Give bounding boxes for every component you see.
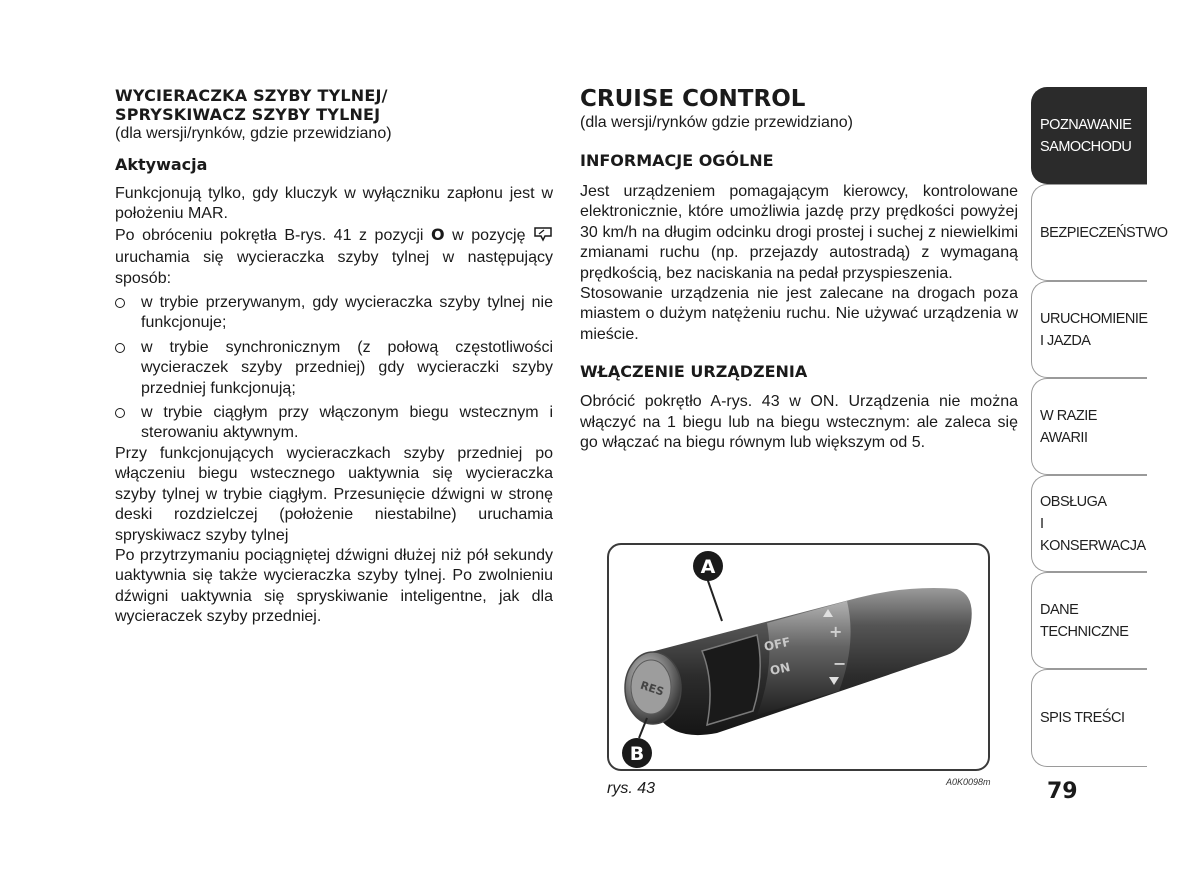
list-item-text: w trybie przerywanym, gdy wycieraczka szyby tylnej nie funkcjonuje; [141, 294, 553, 332]
version-note: (dla wersji/rynków, gdzie przewidziano) [115, 125, 392, 142]
leader-line-a [707, 578, 722, 621]
position-o-symbol: O [430, 224, 445, 244]
lever-illustration [607, 543, 990, 771]
on-position-label: ON [768, 660, 792, 678]
wiper-mode-list [115, 293, 553, 444]
list-item-text: w trybie synchronicznym (z połową częstotliwości wycieraczek szyby przedniej) gdy wycieraczki szyby przedniej funkcjonują; [141, 338, 553, 397]
res-button-label: RES [638, 678, 666, 699]
middle-column [580, 86, 1018, 453]
paragraph-general-info: Jest urządzeniem pomagającym kierowcy, kontrolowane elektronicznie, które umożliwia jazdę przy prędkości powyżej 30 km/h na długim odcinku drogi prostej i suchej z niewielkimi zmianami ruchu (np. przejazdy autostradą) z wymaganą prędkością, bez naciskania na pedał przyspieszenia. [580, 183, 1018, 282]
section-title-cruise-control: CRUISE CONTROL [580, 86, 806, 112]
paragraph-reverse-gear: Przy funkcjonujących wycieraczkach szyby przedniej po włączeniu biegu wstecznego uaktywnia się wycieraczka szyby tylnej w trybie ciągłym. Przesunięcie dźwigni w stronę deski rozdzielczej (położenie niestabilne) uruchamia spryskiwacz szyby tylnej [115, 444, 553, 544]
list-item-text: w trybie ciągłym przy włączonym biegu wstecznym i sterowaniu aktywnym. [141, 404, 553, 442]
tab-w-razie-awarii[interactable] [1031, 378, 1147, 475]
paragraph-activation-condition: Funkcjonują tylko, gdy kluczyk w wyłączniku zapłonu jest w położeniu MAR. [115, 185, 553, 223]
tab-label: DANE TECHNICZNE [1040, 601, 1129, 640]
rear-wiper-icon [533, 226, 553, 248]
tab-label: OBSŁUGA I KONSERWACJA [1040, 493, 1146, 554]
paragraph-usage-advice: Stosowanie urządzenia nie jest zalecane na drogach poza miastem o dużym natężeniu ruchu. Nie używać urządzenia w mieście. [580, 285, 1018, 343]
subsection-title-activation: Aktywacja [115, 155, 208, 174]
off-position-label: OFF [762, 634, 792, 654]
tab-label: POZNAWANIE SAMOCHODU [1040, 116, 1132, 155]
minus-label: − [833, 654, 847, 673]
list-item [115, 338, 553, 399]
tab-label: URUCHOMIENIE I JAZDA [1040, 310, 1148, 349]
left-column [115, 86, 553, 628]
bullet-circle-icon [115, 343, 125, 353]
tab-label: BEZPIECZEŃSTWO [1040, 224, 1168, 241]
figure-cruise-control-lever [607, 543, 990, 771]
section-title-rear-wiper [115, 86, 553, 124]
tab-dane-techniczne[interactable] [1031, 572, 1147, 669]
page-number: 79 [1047, 779, 1078, 804]
paragraph-knob-rotation-part-c: uruchamia się wycieraczka szyby tylnej w następujący sposób: [115, 249, 553, 287]
section-title-line-1: WYCIERACZKA SZYBY TYLNEJ/ [115, 86, 388, 105]
paragraph-activation: Obrócić pokrętło A-rys. 43 w ON. Urządzenia nie można włączyć na 1 biegu lub na biegu wstecznym: ale zaleca się go włączać na biegu równym lub większym od 5. [580, 393, 1018, 452]
subsection-title-activation: WŁĄCZENIE URZĄDZENIA [580, 362, 808, 382]
tab-label: W RAZIE AWARII [1040, 407, 1097, 446]
paragraph-lever-hold: Po przytrzymaniu pociągniętej dźwigni dłużej niż pół sekundy uaktywnia się także wycieraczka szyby tylnej. Po zwolnieniu dźwigni uaktywnia się spryskiwanie inteligentne, jak dla wycieraczek szyby przedniej. [115, 546, 553, 626]
tab-spis-tresci[interactable] [1031, 669, 1147, 767]
tab-obsluga-i-konserwacja[interactable] [1031, 475, 1147, 572]
tab-label: SPIS TREŚCI [1040, 710, 1125, 726]
tab-uruchomienie-i-jazda[interactable] [1031, 281, 1147, 378]
bullet-circle-icon [115, 408, 125, 418]
plus-label: + [829, 622, 843, 641]
paragraph-knob-rotation [115, 225, 553, 289]
list-item [115, 403, 553, 444]
figure-caption: rys. 43 [607, 780, 656, 797]
subsection-title-general-info: INFORMACJE OGÓLNE [580, 151, 774, 170]
paragraph-knob-rotation-part-a: Po obróceniu pokrętła B-rys. 41 z pozycji [115, 226, 431, 244]
section-title-line-2: SPRYSKIWACZ SZYBY TYLNEJ [115, 105, 381, 124]
tab-bezpieczenstwo[interactable] [1031, 184, 1168, 281]
chapter-tabs [1031, 87, 1168, 767]
figure-code: A0K0098m [946, 777, 991, 787]
list-item [115, 293, 553, 334]
marker-a-label: A [700, 556, 716, 578]
marker-b-label: B [629, 743, 645, 765]
version-note: (dla wersji/rynków gdzie przewidziano) [580, 114, 853, 131]
paragraph-knob-rotation-part-b: w pozycję [444, 226, 534, 244]
bullet-circle-icon [115, 298, 125, 308]
tab-poznawanie-samochodu[interactable] [1031, 87, 1147, 184]
